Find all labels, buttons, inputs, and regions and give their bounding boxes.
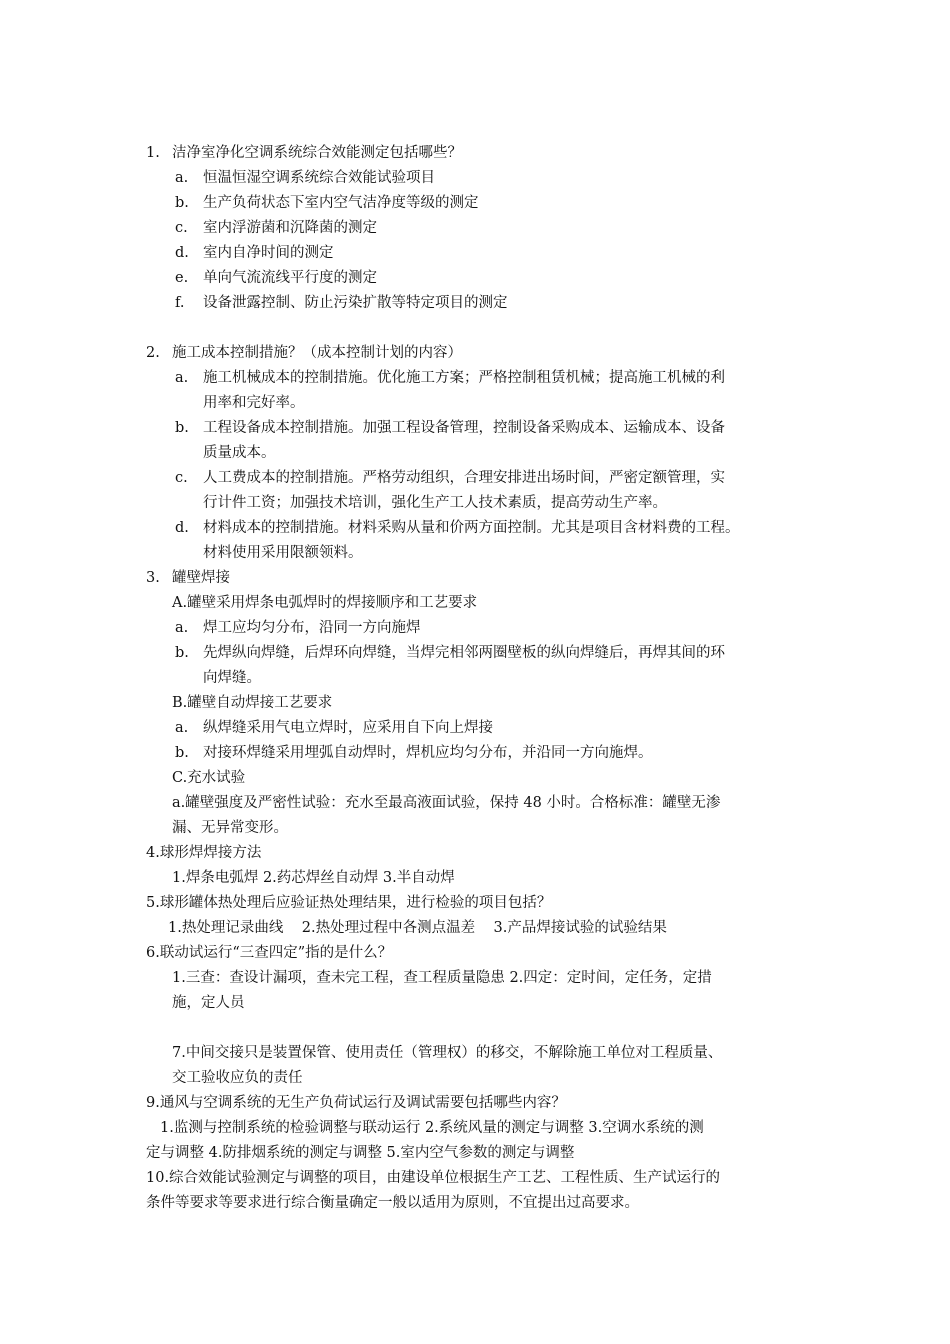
q6-body-line2: 施，定人员 [172, 995, 245, 1011]
q2-item-line1: 人工费成本的控制措施。严格劳动组织，合理安排进出场时间，严密定额管理，实 [203, 470, 725, 486]
q1-item-text: 单向气流流线平行度的测定 [203, 270, 377, 286]
q2-item-line1: 施工机械成本的控制措施。优化施工方案；严格控制租赁机械；提高施工机械的利 [203, 370, 725, 386]
q2-item-line2: 行计件工资；加强技术培训，强化生产工人技术素质，提高劳动生产率。 [203, 495, 667, 511]
q2-item-marker: c. [175, 470, 188, 486]
q1-item-marker: b. [175, 195, 189, 211]
q10-text-line2: 条件等要求等要求进行综合衡量确定一般以适用为原则，不宜提出过高要求。 [146, 1195, 639, 1211]
q1-item-marker: d. [175, 245, 189, 261]
q3-title: 罐壁焊接 [172, 570, 230, 586]
q1-item-text: 室内自净时间的测定 [203, 245, 334, 261]
q9-body-line1: 1.监测与控制系统的检验调整与联动运行 2.系统风量的测定与调整 3.空调水系统的测 [160, 1120, 704, 1136]
q1-number: 1. [146, 145, 160, 161]
q7-text-line2: 交工验收应负的责任 [172, 1070, 303, 1086]
q2-item-line1: 材料成本的控制措施。材料采购从量和价两方面控制。尤其是项目含材料费的工程。 [203, 520, 740, 536]
q2-item-line2: 用率和完好率。 [203, 395, 305, 411]
q10-text-line1: 10.综合效能试验测定与调整的项目，由建设单位根据生产工艺、工程性质、生产试运行的 [146, 1170, 721, 1186]
q3-c-text-line2: 漏、无异常变形。 [172, 820, 288, 836]
q3-a-item-line2: 向焊缝。 [203, 670, 261, 686]
q3-a-item-marker: a. [175, 620, 189, 636]
q3-b-item-line1: 对接环焊缝采用埋弧自动焊时，焊机应均匀分布，并沿同一方向施焊。 [203, 745, 653, 761]
q3-section-b-heading: B.罐壁自动焊接工艺要求 [172, 695, 333, 711]
q3-b-item-line1: 纵焊缝采用气电立焊时，应采用自下向上焊接 [203, 720, 493, 736]
q2-title: 施工成本控制措施？（成本控制计划的内容） [172, 345, 462, 361]
q1-item-text: 生产负荷状态下室内空气洁净度等级的测定 [203, 195, 479, 211]
q2-item-line1: 工程设备成本控制措施。加强工程设备管理，控制设备采购成本、运输成本、设备 [203, 420, 725, 436]
q3-a-item-line1: 焊工应均匀分布，沿同一方向施焊 [203, 620, 421, 636]
q1-item-marker: f. [175, 295, 185, 311]
q3-section-a-heading: A.罐壁采用焊条电弧焊时的焊接顺序和工艺要求 [172, 595, 478, 611]
q7-text-line1: 7.中间交接只是装置保管、使用责任（管理权）的移交，不解除施工单位对工程质量、 [172, 1045, 723, 1061]
q1-title: 洁净室净化空调系统综合效能测定包括哪些？ [172, 145, 462, 161]
q6-title: 6.联动试运行“三查四定”指的是什么？ [146, 945, 393, 961]
q2-item-marker: a. [175, 370, 189, 386]
q1-item-marker: e. [175, 270, 189, 286]
q1-item-marker: c. [175, 220, 188, 236]
q5-title: 5.球形罐体热处理后应验证热处理结果，进行检验的项目包括？ [146, 895, 552, 911]
q3-section-c-heading: C.充水试验 [172, 770, 246, 786]
q9-title: 9.通风与空调系统的无生产负荷试运行及调试需要包括哪些内容？ [146, 1095, 566, 1111]
q3-a-item-line1: 先焊纵向焊缝，后焊环向焊缝，当焊完相邻两圈壁板的纵向焊缝后，再焊其间的环 [203, 645, 725, 661]
q1-item-text: 设备泄露控制、防止污染扩散等特定项目的测定 [203, 295, 508, 311]
q3-c-text-line1: a.罐壁强度及严密性试验：充水至最高液面试验，保持 48 小时。合格标准：罐壁无渗 [172, 795, 721, 811]
q6-body-line1: 1.三查：查设计漏项，查未完工程，查工程质量隐患 2.四定：定时间，定任务，定措 [172, 970, 712, 986]
q3-b-item-marker: b. [175, 745, 189, 761]
q2-item-marker: b. [175, 420, 189, 436]
q4-body: 1.焊条电弧焊 2.药芯焊丝自动焊 3.半自动焊 [172, 870, 455, 886]
q1-item-text: 恒温恒湿空调系统综合效能试验项目 [203, 170, 435, 186]
q2-number: 2. [146, 345, 160, 361]
q5-body: 1.热处理记录曲线 2.热处理过程中各测点温差 3.产品焊接试验的试验结果 [168, 920, 667, 936]
q1-item-text: 室内浮游菌和沉降菌的测定 [203, 220, 377, 236]
q2-item-line2: 质量成本。 [203, 445, 276, 461]
q9-body-line2: 定与调整 4.防排烟系统的测定与调整 5.室内空气参数的测定与调整 [146, 1145, 575, 1161]
q3-a-item-marker: b. [175, 645, 189, 661]
q4-title: 4.球形焊焊接方法 [146, 845, 262, 861]
q3-b-item-marker: a. [175, 720, 189, 736]
q1-item-marker: a. [175, 170, 189, 186]
q2-item-marker: d. [175, 520, 189, 536]
q2-item-line2: 材料使用采用限额领料。 [203, 545, 363, 561]
q3-number: 3. [146, 570, 160, 586]
